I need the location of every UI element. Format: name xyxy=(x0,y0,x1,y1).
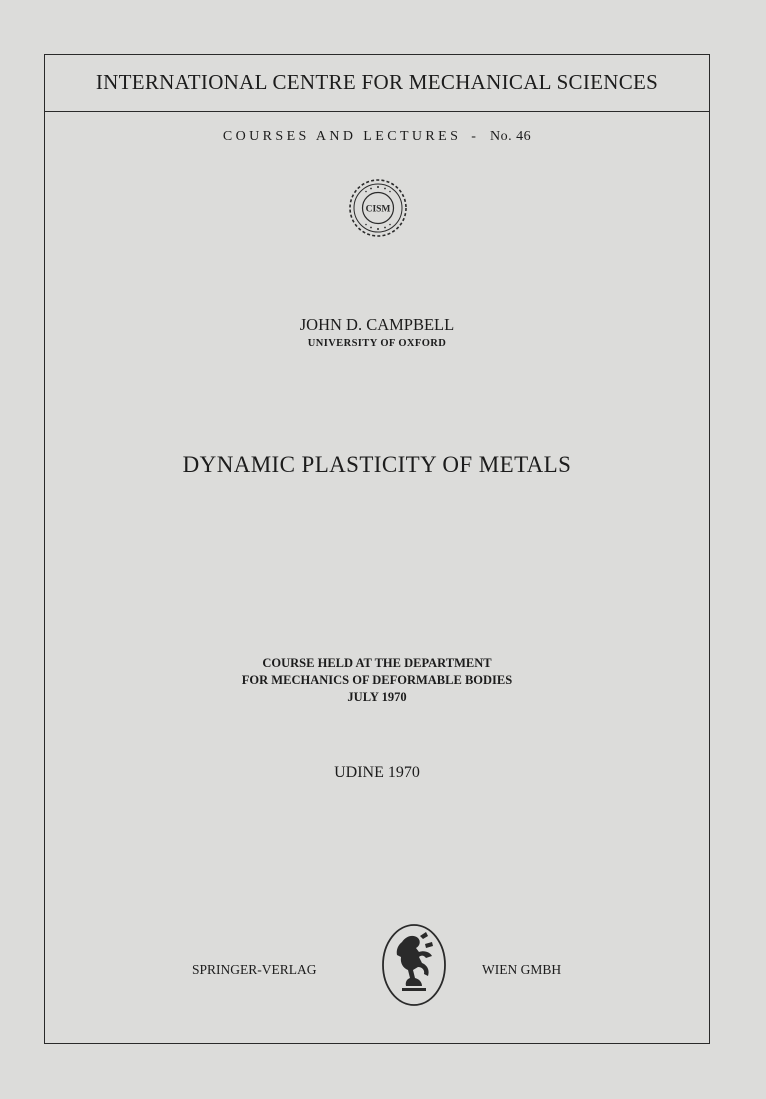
cism-gear-seal-icon xyxy=(346,176,410,240)
series-number: No. 46 xyxy=(489,129,532,144)
course-line-2: FOR MECHANICS OF DEFORMABLE BODIES xyxy=(241,673,513,687)
course-info xyxy=(44,655,710,706)
series-separator: - xyxy=(471,129,476,144)
publisher-location: WIEN GMBH xyxy=(482,962,562,977)
course-line-1: COURSE HELD AT THE DEPARTMENT xyxy=(262,656,492,670)
book-title: DYNAMIC PLASTICITY OF METALS xyxy=(182,452,572,477)
place-and-year: UDINE 1970 xyxy=(334,764,420,781)
series-line xyxy=(44,129,710,145)
springer-knight-horse-icon xyxy=(380,922,448,1008)
course-line-3: JULY 1970 xyxy=(347,690,407,704)
publisher-name: SPRINGER-VERLAG xyxy=(192,962,317,977)
author-affiliation: UNIVERSITY OF OXFORD xyxy=(307,338,447,349)
cism-logo-text: CISM xyxy=(365,204,391,215)
author-name: JOHN D. CAMPBELL xyxy=(299,315,455,334)
series-label: COURSES AND LECTURES xyxy=(222,129,462,144)
institution-heading: INTERNATIONAL CENTRE FOR MECHANICAL SCIENCES xyxy=(95,70,659,94)
